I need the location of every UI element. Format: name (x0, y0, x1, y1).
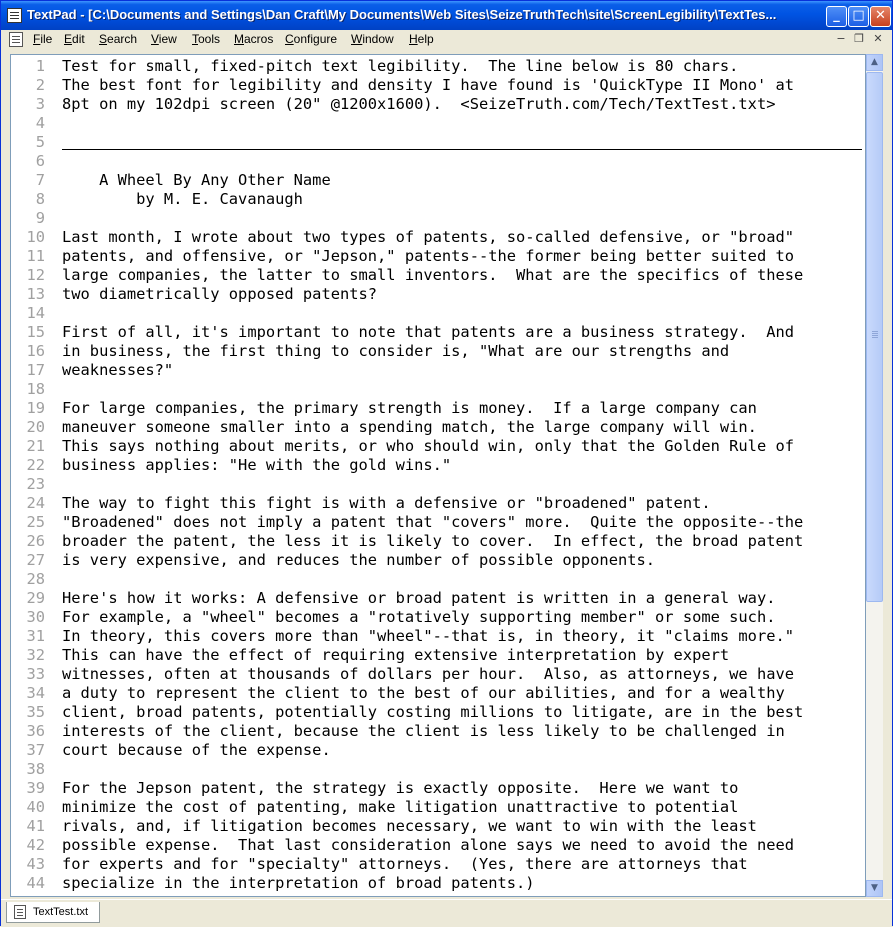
line-text: by M. E. Cavanaugh (62, 190, 303, 208)
editor-line[interactable] (11, 703, 865, 722)
editor-line[interactable] (11, 437, 865, 456)
line-number: 13 (26, 285, 45, 303)
line-number: 27 (26, 551, 45, 569)
editor-line[interactable] (11, 798, 865, 817)
scroll-down-button[interactable] (866, 880, 883, 897)
line-number: 40 (26, 798, 45, 816)
line-number: 3 (35, 95, 45, 113)
line-text: A Wheel By Any Other Name (62, 171, 331, 189)
line-number: 29 (26, 589, 45, 607)
line-number: 24 (26, 494, 45, 512)
line-number: 20 (26, 418, 45, 436)
editor-line[interactable] (11, 836, 865, 855)
textpad-app-icon[interactable] (7, 8, 22, 23)
editor-line[interactable] (11, 361, 865, 380)
arrow-up-icon: ▲ (871, 57, 878, 67)
line-text: For large companies, the primary strength is money. If a large company can (62, 399, 757, 417)
line-number: 42 (26, 836, 45, 854)
text-editor[interactable] (10, 54, 866, 897)
editor-line[interactable] (11, 665, 865, 684)
editor-line[interactable] (11, 779, 865, 798)
editor-line[interactable] (11, 380, 865, 399)
title-bar[interactable] (1, 1, 892, 30)
line-number: 7 (35, 171, 45, 189)
doc-minimize-button[interactable] (833, 32, 849, 46)
line-text: The best font for legibility and density I have found is 'QuickType II Mono' at (62, 76, 795, 94)
menu-window[interactable]: Window (351, 32, 394, 46)
document-icon (14, 905, 26, 919)
document-system-menu-icon[interactable] (9, 32, 23, 47)
editor-line[interactable] (11, 589, 865, 608)
editor-line[interactable] (11, 513, 865, 532)
line-number: 12 (26, 266, 45, 284)
editor-line[interactable] (11, 171, 865, 190)
editor-line[interactable] (11, 228, 865, 247)
line-text: This can have the effect of requiring extensive interpretation by expert (62, 646, 730, 664)
tab-label: TextTest.txt (33, 906, 89, 918)
restore-icon: ❐ (854, 32, 864, 45)
scroll-up-button[interactable] (866, 54, 883, 71)
line-text: patents, and offensive, or "Jepson," patents--the former being better suited to (62, 247, 795, 265)
line-text: weaknesses?" (62, 361, 174, 379)
editor-line[interactable] (11, 874, 865, 893)
line-number: 10 (26, 228, 45, 246)
editor-line[interactable] (11, 551, 865, 570)
menu-view[interactable]: View (151, 32, 177, 46)
line-text: The way to fight this fight is with a defensive or "broadened" patent. (62, 494, 711, 512)
scroll-thumb[interactable] (866, 72, 883, 602)
line-text: for experts and for "specialty" attorneys. (Yes, there are attorneys that (62, 855, 748, 873)
editor-line[interactable] (11, 190, 865, 209)
doc-restore-button[interactable] (851, 32, 867, 46)
editor-line[interactable] (11, 722, 865, 741)
line-text: Here's how it works: A defensive or broad patent is written in a general way. (62, 589, 776, 607)
minimize-button[interactable] (826, 6, 847, 27)
editor-line[interactable] (11, 741, 865, 760)
editor-line[interactable] (11, 285, 865, 304)
editor-line[interactable] (11, 494, 865, 513)
line-text: maneuver someone smaller into a spending match, the large company will win. (62, 418, 757, 436)
line-number: 11 (26, 247, 45, 265)
line-number: 22 (26, 456, 45, 474)
menu-edit[interactable]: Edit (64, 32, 85, 46)
editor-line[interactable] (11, 266, 865, 285)
line-text: This says nothing about merits, or who should win, only that the Golden Rule of (62, 437, 795, 455)
doc-close-button[interactable] (870, 32, 886, 46)
menu-tools[interactable]: Tools (192, 32, 221, 46)
line-text: large companies, the latter to small inventors. What are the specifics of these (62, 266, 804, 284)
line-number: 44 (26, 874, 45, 892)
line-number: 16 (26, 342, 45, 360)
line-number: 21 (26, 437, 45, 455)
editor-line[interactable] (11, 627, 865, 646)
line-number: 33 (26, 665, 45, 683)
line-text: Test for small, fixed-pitch text legibility. The line below is 80 chars. (62, 57, 739, 75)
editor-line[interactable] (11, 247, 865, 266)
line-number: 1 (35, 57, 45, 75)
line-text: two diametrically opposed patents? (62, 285, 378, 303)
line-text: a duty to represent the client to the best of our abilities, and for a wealthy (62, 684, 785, 702)
line-text: specialize in the interpretation of broad patents.) (62, 874, 535, 892)
line-text: rivals, and, if litigation becomes necessary, we want to win with the least (62, 817, 757, 835)
close-icon: ✕ (875, 8, 886, 23)
arrow-down-icon: ▼ (871, 883, 878, 893)
line-number: 31 (26, 627, 45, 645)
line-text: in business, the first thing to consider is, "What are our strengths and (62, 342, 730, 360)
menu-file[interactable]: File (33, 32, 53, 46)
line-number: 8 (35, 190, 45, 208)
editor-line[interactable] (11, 817, 865, 836)
line-number: 17 (26, 361, 45, 379)
line-text: "Broadened" does not imply a patent that "covers" more. Quite the opposite--the (62, 513, 804, 531)
editor-line[interactable] (11, 133, 865, 152)
line-text: In theory, this covers more than "wheel"--that is, in theory, it "claims more." (62, 627, 795, 645)
close-button[interactable] (870, 6, 891, 27)
line-number: 39 (26, 779, 45, 797)
line-number: 32 (26, 646, 45, 664)
tab-texttest-txt[interactable] (6, 902, 100, 923)
maximize-button[interactable] (848, 6, 869, 27)
editor-line[interactable] (11, 684, 865, 703)
line-number: 4 (35, 114, 45, 132)
line-text: possible expense. That last consideration alone says we need to avoid the need (62, 836, 795, 854)
window-title: TextPad - [C:\Documents and Settings\Dan Craft\My Documents\Web Sites\SeizeTruthTech\site\ScreenLegibility\TextTes... (27, 7, 777, 22)
editor-line[interactable] (11, 323, 865, 342)
editor-line[interactable] (11, 304, 865, 323)
line-text: 8pt on my 102dpi screen (20" @1200x1600). <SeizeTruth.com/Tech/TextTest.txt> (62, 95, 776, 113)
line-number: 41 (26, 817, 45, 835)
line-number: 34 (26, 684, 45, 702)
line-number: 28 (26, 570, 45, 588)
line-number: 19 (26, 399, 45, 417)
line-number: 6 (35, 152, 45, 170)
vertical-scrollbar[interactable] (866, 54, 883, 897)
editor-line[interactable] (11, 608, 865, 627)
line-number: 14 (26, 304, 45, 322)
editor-line[interactable] (11, 532, 865, 551)
editor-line[interactable] (11, 570, 865, 589)
menu-macros[interactable]: Macros (234, 32, 274, 46)
editor-line[interactable] (11, 475, 865, 494)
menu-configure[interactable]: Configure (285, 32, 338, 46)
editor-line[interactable] (11, 152, 865, 171)
editor-line[interactable] (11, 456, 865, 475)
menu-search[interactable]: Search (99, 32, 138, 46)
document-tab-bar (1, 899, 892, 927)
minimize-icon: − (836, 32, 846, 45)
editor-line[interactable] (11, 855, 865, 874)
line-text: business applies: "He with the gold wins." (62, 456, 452, 474)
line-text: For the Jepson patent, the strategy is exactly opposite. Here we want to (62, 779, 739, 797)
line-number: 2 (35, 76, 45, 94)
line-text: interests of the client, because the client is less likely to be challenged in (62, 722, 785, 740)
line-number: 25 (26, 513, 45, 531)
line-text: is very expensive, and reduces the number of possible opponents. (62, 551, 656, 569)
editor-line[interactable] (11, 399, 865, 418)
line-number: 37 (26, 741, 45, 759)
editor-line[interactable] (11, 760, 865, 779)
editor-line[interactable] (11, 57, 865, 76)
maximize-icon: □ (852, 8, 865, 23)
minimize-icon: _ (833, 8, 840, 23)
line-text: For example, a "wheel" becomes a "rotatively supporting member" or some such. (62, 608, 776, 626)
editor-line[interactable] (11, 76, 865, 95)
editor-line[interactable] (11, 114, 865, 133)
editor-line[interactable] (11, 209, 865, 228)
line-number: 23 (26, 475, 45, 493)
line-text: client, broad patents, potentially costing millions to litigate, are in the best (62, 703, 804, 721)
line-text: minimize the cost of patenting, make litigation unattractive to potential (62, 798, 739, 816)
line-text: broader the patent, the less it is likely to cover. In effect, the broad patent (62, 532, 804, 550)
line-number: 43 (26, 855, 45, 873)
line-text: First of all, it's important to note that patents are a business strategy. And (62, 323, 795, 341)
line-text: court because of the expense. (62, 741, 331, 759)
close-icon: ✕ (873, 32, 883, 45)
line-number: 5 (35, 133, 45, 151)
menu-bar (1, 30, 892, 50)
line-number: 18 (26, 380, 45, 398)
editor-line[interactable] (11, 646, 865, 665)
line-text: witnesses, often at thousands of dollars per hour. Also, as attorneys, we have (62, 665, 795, 683)
line-number: 38 (26, 760, 45, 778)
menu-help[interactable]: Help (409, 32, 434, 46)
line-number: 9 (35, 209, 45, 227)
line-number: 15 (26, 323, 45, 341)
line-number: 30 (26, 608, 45, 626)
editor-line[interactable] (11, 342, 865, 361)
line-text: Last month, I wrote about two types of patents, so-called defensive, or "broad" (62, 228, 795, 246)
line-number: 36 (26, 722, 45, 740)
line-number: 26 (26, 532, 45, 550)
line-number: 35 (26, 703, 45, 721)
editor-line[interactable] (11, 418, 865, 437)
editor-line[interactable] (11, 95, 865, 114)
